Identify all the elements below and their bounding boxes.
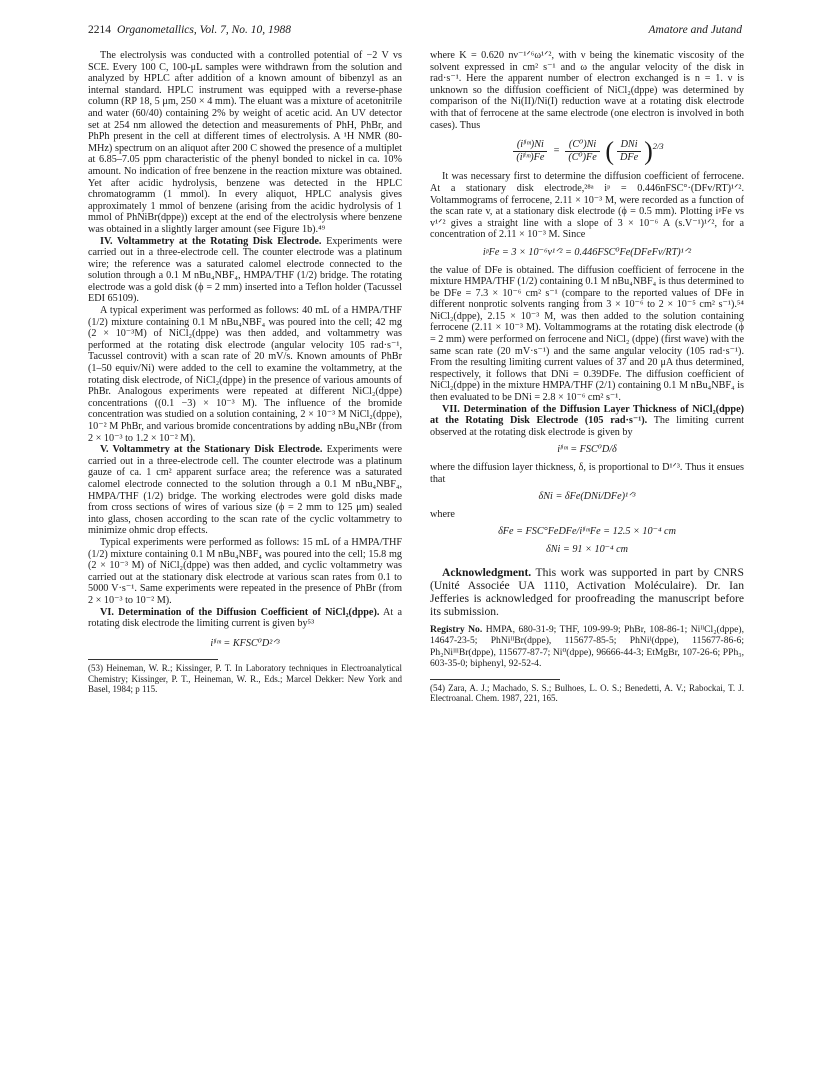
ratio-diffusion-fraction bbox=[617, 139, 641, 163]
footnote-54: (54) Zara, A. J.; Machado, S. S.; Bulhoes, L. O. S.; Benedetti, A. V.; Rabockai, T. J. Electroanal. Chem. 1987, 221, 165. bbox=[430, 682, 744, 704]
section-vi-title: VI. Determination of the Diffusion Coefficient of NiCl₂(dppe). bbox=[100, 606, 380, 618]
equation-delta-ni-value: δNi = 91 × 10⁻⁴ cm bbox=[545, 543, 629, 555]
footnote-rule-right bbox=[430, 679, 560, 680]
ratio-exponent: 2/3 bbox=[652, 141, 664, 152]
acknowledgment-title: Acknowledgment. bbox=[442, 565, 532, 579]
section-iv-text: Experiments were carried out in a three-electrode cell. The counter electrode was a platinum wire; the reference was a saturated calomel electrode connected to the solution through a 0.1 M nBu₄NBF₄, HMPA/THF (1/2) bridge. The rotating electrode was a gold disk (ϕ = 2 mm) inserted into a Teflon holder (Tacussel EDI 65109). bbox=[88, 235, 402, 305]
equation-delta-ni: δNi = δFe(DNi/DFe)¹ᐟ³ bbox=[538, 491, 636, 503]
equation-ratio bbox=[430, 136, 744, 166]
paragraph-ferrocene: It was necessary first to determine the diffusion coefficient of ferrocene. At a stationary disk electrode,²⁸ᵃ iᵖ = 0.446nFSC°·(DFv/RT)¹ᐟ². Voltammograms of ferrocene, 2.11 × 10⁻³ M, were recorded as a function of the scan rate v, at a stationary disk electrode (ϕ = 0.5 mm). Plotting iᵖFe vs v¹ᐟ² gives a straight line with a slope of 3 × 10⁻⁶ A (s.V⁻¹)¹ᐟ², for a concentration of 2.11 × 10⁻³ M. Since bbox=[430, 171, 744, 241]
equation-peak-current: iᵖFe = 3 × 10⁻⁶v¹ᐟ² = 0.446FSC⁰Fe(DFeFv/RT)¹ᐟ² bbox=[482, 246, 692, 258]
section-vi-text: At a rotating disk electrode the limiting current is given by⁵³ bbox=[88, 606, 402, 630]
registry-title: Registry No. bbox=[430, 624, 483, 636]
registry-text: HMPA, 680-31-9; THF, 109-99-9; PhBr, 108-86-1; NiᴵᴵCl₂(dppe), 14647-23-5; PhNiᴵᴵBr(dppe), 115677-85-5; PhNiᴵ(dppe), 115677-86-6; Ph₂NiᴵᴵᴵBr(dppe), 115677-87-7; Ni⁰(dppe), 96666-44-3; EtMgBr, 107-26-6; PPh₃, 603-35-0; biphenyl, 92-52-4. bbox=[430, 624, 744, 669]
footnote-rule bbox=[88, 659, 218, 660]
section-v bbox=[88, 444, 402, 537]
paragraph-kinematic: where K = 0.620 nν⁻¹ᐟ⁶ω¹ᐟ², with ν being the kinematic viscosity of the solvent expressed in cm² s⁻¹ and ω the angular velocity of the disk in rad·s⁻¹. Here the apparent number of electron exchanged is n = 1. ν is unknown so the diffusion coefficient of NiCl₂(dppe) was determined by comparison of the Ni(II)/Ni(I) reduction wave at a rotating disk electrode with that of ferrocene at the same electrode (one electron is involved in both cases). Thus bbox=[430, 50, 744, 131]
journal-citation: Organometallics, Vol. 7, No. 10, 1988 bbox=[117, 24, 291, 36]
equals-sign: = bbox=[552, 145, 560, 157]
equation-limiting-current: iˡⁱᵐ = KFSC⁰D²ᐟ³ bbox=[210, 637, 280, 649]
ratio-d-numerator: DNi bbox=[617, 139, 641, 152]
where-label: where bbox=[430, 508, 455, 520]
section-v-title: V. Voltammetry at the Stationary Disk Electrode. bbox=[100, 444, 323, 456]
footnote-53: (53) Heineman, W. R.; Kissinger, P. T. In Laboratory techniques in Electroanalytical Chemistry; Kissinger, P. T., Heineman, W. R., Eds.; Marcel Dekker: New York and Basel, 1984; p 115. bbox=[88, 663, 402, 695]
right-column bbox=[430, 50, 744, 704]
page-number: 2214 bbox=[88, 24, 111, 36]
paragraph-dfe: the value of DFe is obtained. The diffusion coefficient of ferrocene in the mixture HMPA/THF (1/2) containing 0.1 M nBu₄NBF₄ is thus determined to be DFe = 7.3 × 10⁻⁶ cm² s⁻¹ (compare to the reported values of DFe in different nonprotic solvents ranging from 3 × 10⁻⁶ to 2 × 10⁻⁵ cm² s⁻¹).⁵⁴ NiCl₂(dppe), 2.15 × 10⁻³ M, was then added to the solution containing ferrocene (2.11 × 10⁻³ M). Voltammograms at the rotating disk electrode (ϕ = 2 mm) were performed on ferrocene and NiCl₂ (dppe) (first wave) with the same scan rate (20 mV·s⁻¹) and the same angular velocity (105 rad·s⁻¹). From the resulting limiting current values of 37 and 20 μA thus determined, respectively, it follows that DNi = 0.39DFe. The diffusion coefficient of NiCl₂(dppe) in the mixture HMPA/THF (2/1) containing 0.1 M nBu₄NBF₄ is then evaluated to be DNi = 2.8 × 10⁻⁶ cm² s⁻¹. bbox=[430, 264, 744, 404]
section-v-text: Experiments were carried out in a three-electrode cell. The counter electrode was a platinum gauze of ca. 1 cm² apparent surface area; the reference was a saturated calomel electrode connected to the solution through a 0.1 M nBu₄NBF₄, HMPA/THF (1/2) bridge. The working electrodes were gold disks made from cross sections of wires of various size (ϕ = 2 mm to 125 μm) sealed into glass, chosen according to the scan rate of the cyclic voltammetry to minimize ohmic drop effects. bbox=[88, 444, 402, 537]
paragraph-typical-rde: A typical experiment was performed as follows: 40 mL of a HMPA/THF (1/2) mixture containing 0.1 M nBu₄NBF₄ was poured into the cell; 42 mg (2 × 10⁻³M) of NiCl₂(dppe) was then added, and voltammetry was performed at the rotating disk electrode (angular velocity 105 rad·s⁻¹, Tacussel controvit) with a scan rate of 20 mV/s. Known amounts of PhBr (1–50 equiv/Ni) were added to the cell to examine the voltammetry, at the rotating disk electrode, of NiCl₂(dppe) in the presence of various amounts of PhBr. Analogous experiments were repeated at different NiCl₂(dppe) concentrations ((0.1 −3) × 10⁻³ M). The influence of the bromide concentration was studied on a solution containing, 2 × 10⁻³ M NiCl₂(dppe), 10⁻² M PhBr, and various bromide concentrations by adding nBu₄NBr (from 2 × 10⁻³ to 1.2 × 10⁻² M). bbox=[88, 305, 402, 444]
ratio-d-denominator: DFe bbox=[620, 151, 639, 163]
acknowledgment bbox=[430, 566, 744, 619]
section-iv bbox=[88, 236, 402, 306]
section-iv-title: IV. Voltammetry at the Rotating Disk Electrode. bbox=[100, 235, 322, 247]
equation-ilim: iˡⁱᵐ = FSC⁰D/δ bbox=[557, 444, 617, 456]
ratio-current-fraction bbox=[513, 139, 547, 163]
paragraph-thickness: where the diffusion layer thickness, δ, is proportional to D¹ᐟ³. Thus it ensues that bbox=[430, 462, 744, 485]
page-header bbox=[88, 24, 742, 40]
ratio-concentration-fraction bbox=[565, 139, 599, 163]
section-vii-text: The limiting current observed at the rotating disk electrode is given by bbox=[430, 415, 745, 438]
acknowledgment-text: This work was supported in part by CNRS (Unité Associée UA 1110, Activation Moléculaire). Dr. Ian Jefferies is acknowledged for proofreading the manuscript before its submission. bbox=[430, 565, 744, 619]
equation-delta-fe: δFe = FSC°FeDFe/iˡⁱᵐFe = 12.5 × 10⁻⁴ cm bbox=[498, 526, 676, 538]
ratio-current-denominator: (iˡⁱᵐ)Fe bbox=[516, 151, 545, 163]
paragraph-electrolysis: The electrolysis was conducted with a controlled potential of −2 V vs SCE. Every 100 C, 100-μL samples were withdrawn from the solution and analyzed by HPLC after addition of a known amount of bibenzyl as an internal standard. HPLC instrument was equipped with a reverse-phase column (RP 18, 5 μm, 250 × 4 mm). The eluant was a mixture of acetonitrile and water (60/40) containing 2% by weight of acetic acid. An UV detector set at 254 nm allowed the detection and measurements of PhH, PhBr, and PhPh present in the cell at different times of electrolysis. A ¹H NMR (80-MHz) spectrum on an aliquot after 200 C showed the presence of a multiplet at 6.85–7.05 ppm characteristic of the phenyl bonded to nickel in ca. 10% amount. No indication of free benzene in the reaction mixture was obtained. Yet after acidic hydrolysis, benzene was detected in the HPLC chromatogramm (1 mmol). In every aliquot, HPLC analysis gives approximately 1 mmol of benzene (arising from the acidic hydrolysis of 1 mmol of PhNiBr(dppe)) except at the end of the electrolysis where benzene was obtained in a slightly larger amount (see Figure 1b).⁴⁹ bbox=[88, 50, 402, 235]
ratio-conc-numerator: (C⁰)Ni bbox=[565, 139, 599, 152]
section-vi bbox=[88, 607, 402, 630]
section-vii-title: VII. Determination of the Diffusion Layer Thickness of NiCl₂(dppe) at the Rotating Disk Electrode (105 rad·s⁻¹). bbox=[430, 403, 744, 427]
header-left bbox=[88, 24, 291, 36]
section-vii bbox=[430, 404, 744, 439]
registry-numbers bbox=[430, 624, 744, 668]
ratio-conc-denominator: (C⁰)Fe bbox=[568, 151, 597, 163]
open-paren: ( bbox=[605, 136, 614, 166]
ratio-current-numerator: (iˡⁱᵐ)Ni bbox=[513, 139, 547, 152]
running-authors: Amatore and Jutand bbox=[648, 24, 742, 36]
close-paren: ) bbox=[644, 136, 653, 166]
left-column bbox=[88, 50, 402, 695]
paragraph-typical-stationary: Typical experiments were performed as follows: 15 mL of a HMPA/THF (1/2) mixture containing 0.1 M nBu₄NBF₄ was poured into the cell; 15.8 mg (2 × 10⁻³ M) of NiCl₂(dppe) was then added, and cyclic voltammetry was carried out at the stationary disk electrode at various scan rates from 0.1 to 5000 V·s⁻¹. Same experiments were repeated in the presence of PhBr (from 2 × 10⁻³ to 10⁻² M). bbox=[88, 536, 402, 606]
